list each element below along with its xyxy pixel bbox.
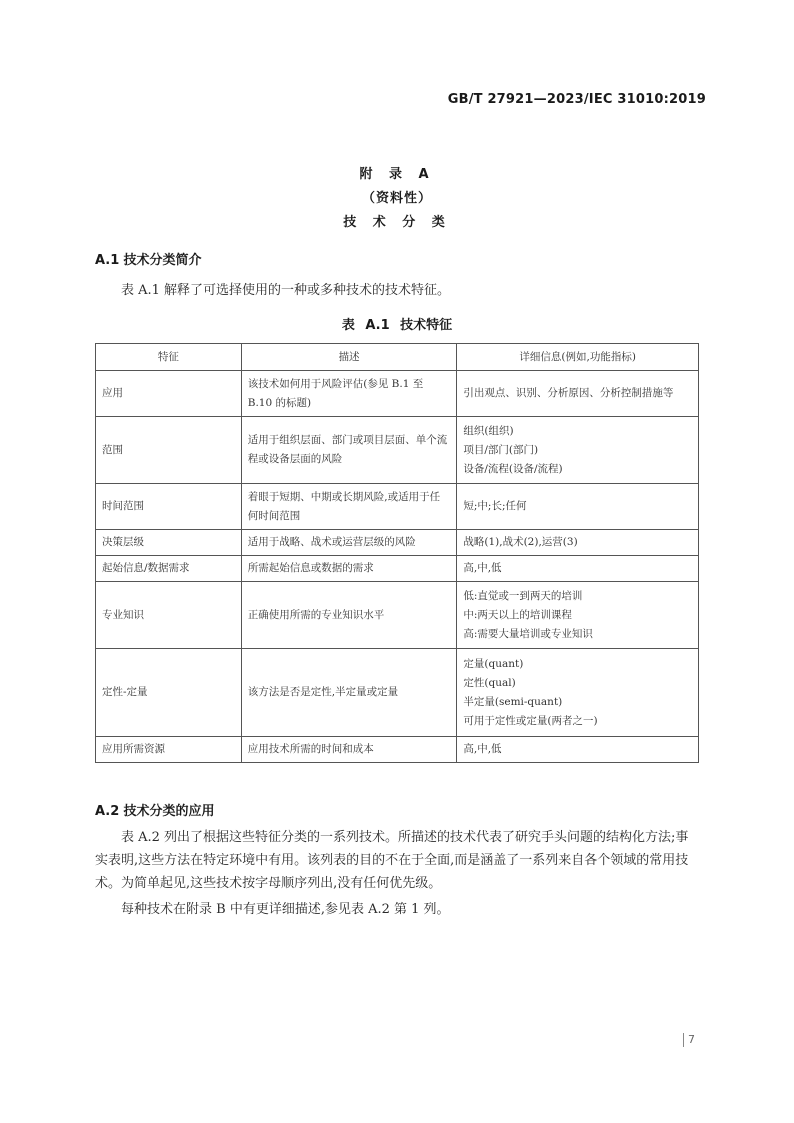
- description-cell: 应用技术所需的时间和成本: [241, 737, 457, 763]
- detail-line: 定量(quant): [463, 657, 524, 670]
- detail-line: 短;中;长;任何: [463, 500, 527, 512]
- section-a2-paragraph-2: 每种技术在附录 B 中有更详细描述,参见表 A.2 第 1 列。: [121, 902, 450, 917]
- feature-cell: 时间范围: [96, 484, 242, 530]
- detail-line: 高,中,低: [463, 562, 502, 574]
- description-cell: 适用于战略、战术或运营层级的风险: [241, 530, 457, 556]
- table-row: [96, 582, 699, 649]
- table-row: [96, 649, 699, 737]
- section-a1-title: 技术分类简介: [123, 253, 202, 268]
- description-cell: 正确使用所需的专业知识水平: [241, 582, 457, 649]
- details-cell: [457, 556, 699, 582]
- appendix-subtitle: （资料性）: [361, 191, 432, 206]
- details-cell: [457, 371, 699, 417]
- detail-line: 可用于定性或定量(两者之一): [463, 714, 598, 727]
- table-row: [96, 484, 699, 530]
- detail-line: 低:直觉或一到两天的培训: [463, 589, 583, 602]
- page-number: 7: [683, 1033, 695, 1047]
- description-cell: 所需起始信息或数据的需求: [241, 556, 457, 582]
- feature-cell: 起始信息/数据需求: [96, 556, 242, 582]
- appendix-heading: [0, 163, 794, 235]
- detail-line: 定性(qual): [463, 676, 516, 689]
- description-cell: 着眼于短期、中期或长期风险,或适用于任何时间范围: [241, 484, 457, 530]
- detail-line: 半定量(semi-quant): [463, 695, 563, 708]
- description-cell: 该方法是否是定性,半定量或定量: [241, 649, 457, 737]
- feature-cell: 专业知识: [96, 582, 242, 649]
- details-cell: [457, 417, 699, 484]
- description-cell: 该技术如何用于风险评估(参见 B.1 至 B.10 的标题): [241, 371, 457, 417]
- feature-cell: 决策层级: [96, 530, 242, 556]
- detail-line: 组织(组织): [463, 424, 514, 437]
- detail-line: 中:两天以上的培训课程: [463, 608, 572, 621]
- feature-cell: 应用所需资源: [96, 737, 242, 763]
- table-caption: 表 A.1 技术特征: [341, 318, 453, 333]
- details-cell: [457, 484, 699, 530]
- section-a1-intro: 表 A.1 解释了可选择使用的一种或多种技术的技术特征。: [121, 283, 451, 298]
- column-header-feature: 特征: [96, 344, 242, 371]
- section-a1-number: A.1: [95, 253, 120, 268]
- section-a2-number: A.2: [95, 804, 120, 819]
- details-cell: [457, 530, 699, 556]
- detail-line: 高:需要大量培训或专业知识: [463, 627, 593, 640]
- description-cell: 适用于组织层面、部门或项目层面、单个流程或设备层面的风险: [241, 417, 457, 484]
- section-a2-title: 技术分类的应用: [123, 804, 215, 819]
- appendix-title: 附 录 A: [359, 167, 435, 182]
- details-cell: [457, 649, 699, 737]
- column-header-details: 详细信息(例如,功能指标): [457, 344, 699, 371]
- table-row: [96, 530, 699, 556]
- feature-cell: 应用: [96, 371, 242, 417]
- feature-cell: 定性-定量: [96, 649, 242, 737]
- column-header-description: 描述: [241, 344, 457, 371]
- section-a1-heading: [95, 249, 202, 268]
- detail-line: 设备/流程(设备/流程): [463, 462, 563, 475]
- technique-features-table: [95, 343, 699, 763]
- section-a2-heading: [95, 800, 215, 819]
- details-cell: [457, 582, 699, 649]
- table-row: [96, 556, 699, 582]
- detail-line: 项目/部门(部门): [463, 443, 539, 456]
- details-cell: [457, 737, 699, 763]
- section-a2-paragraph-1: 表 A.2 列出了根据这些特征分类的一系列技术。所描述的技术代表了研究手头问题的结构化方法;事实表明,这些方法在特定环境中有用。该列表的目的不在于全面,而是涵盖了一系列来自各个领域的常用技术。为简单起见,这些技术按字母顺序列出,没有任何优先级。: [95, 830, 689, 891]
- feature-cell: 范围: [96, 417, 242, 484]
- standard-code: GB/T 27921—2023/IEC 31010:2019: [447, 92, 706, 107]
- detail-line: 高,中,低: [463, 743, 502, 755]
- table-row: [96, 417, 699, 484]
- detail-line: 引出观点、识别、分析原因、分析控制措施等: [463, 387, 674, 399]
- appendix-name: 技 术 分 类: [343, 215, 451, 230]
- table-header-row: [96, 344, 699, 371]
- table-row: [96, 371, 699, 417]
- table-row: [96, 737, 699, 763]
- detail-line: 战略(1),战术(2),运营(3): [463, 536, 578, 548]
